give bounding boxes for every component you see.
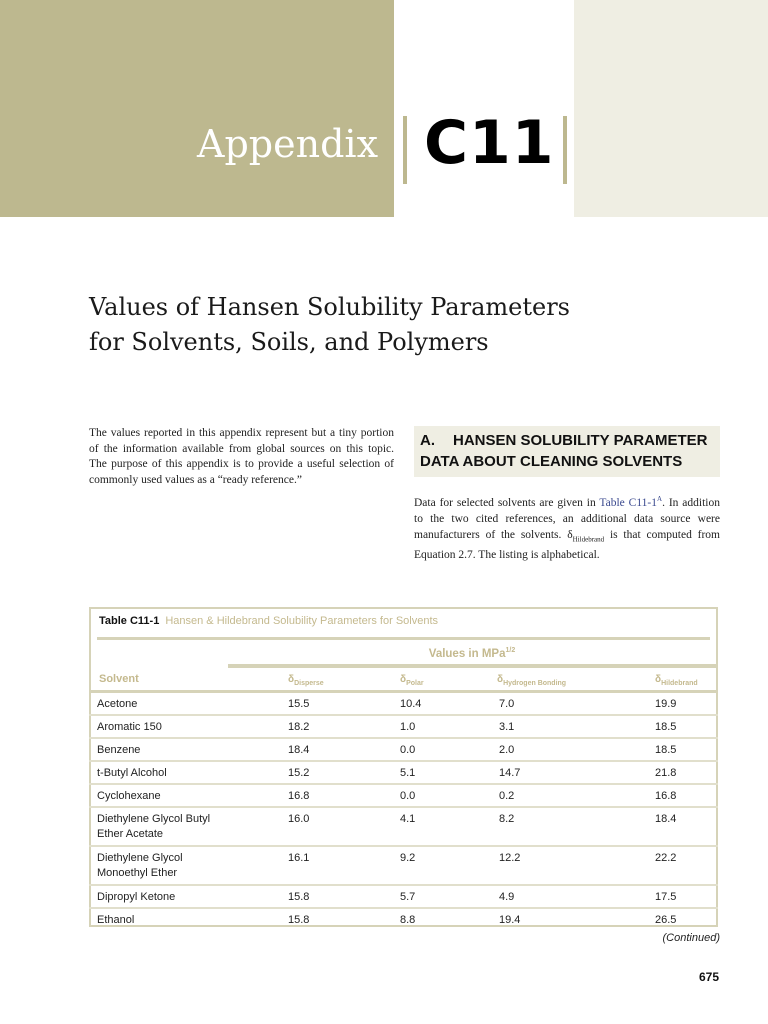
table-body <box>89 693 718 932</box>
table-label: Table C11-1 <box>99 615 160 627</box>
table-caption <box>99 615 438 627</box>
cell-polar: 5.7 <box>400 891 416 903</box>
units-label: Values in MPa <box>428 647 506 660</box>
cell-hbond: 3.1 <box>499 721 515 733</box>
header-left-divider <box>403 116 407 184</box>
table-caption-text: Hansen & Hildebrand Solubility Parameters for Solvents <box>165 615 439 627</box>
cell-hildebrand: 16.8 <box>655 790 677 802</box>
table-units-header <box>228 647 716 660</box>
table-row <box>89 716 718 739</box>
cell-disperse: 16.8 <box>288 790 310 802</box>
cell-hbond: 12.2 <box>499 852 521 864</box>
cell-solvent: Diethylene Glycol Butyl Ether Acetate <box>97 813 211 840</box>
section-title-line-1: HANSEN SOLUBILITY PARAMETER <box>453 432 708 449</box>
section-letter: A. <box>420 432 435 449</box>
header-light-block <box>574 0 768 217</box>
cell-disperse: 15.8 <box>288 891 310 903</box>
cell-polar: 4.1 <box>400 813 416 825</box>
cell-hildebrand: 18.4 <box>655 813 677 825</box>
cell-hbond: 8.2 <box>499 813 515 825</box>
cell-polar: 0.0 <box>400 790 416 802</box>
cell-hbond: 7.0 <box>499 698 515 710</box>
cell-hildebrand: 19.9 <box>655 698 677 710</box>
cell-solvent: Cyclohexane <box>97 790 161 802</box>
cell-solvent: Dipropyl Ketone <box>97 891 176 903</box>
col-header-hildebrand: $\delta_{Hildebrand}$ <box>655 674 698 687</box>
table-caption-rule <box>97 637 710 640</box>
cell-hbond: 19.4 <box>499 914 521 926</box>
cell-hbond: 0.2 <box>499 790 515 802</box>
section-body <box>414 491 720 563</box>
cell-hildebrand: 26.5 <box>655 914 677 926</box>
cell-hildebrand: 18.5 <box>655 721 677 733</box>
table-row <box>89 847 718 886</box>
cell-polar: 0.0 <box>400 744 416 756</box>
cell-polar: 8.8 <box>400 914 416 926</box>
table-reference-link[interactable]: Table C11-1 <box>599 496 657 509</box>
cell-disperse: 18.4 <box>288 744 310 756</box>
cell-disperse: 15.5 <box>288 698 310 710</box>
cell-hbond: 4.9 <box>499 891 515 903</box>
table-row <box>89 762 718 785</box>
col-header-polar: $\delta_{Polar}$ <box>400 674 424 687</box>
section-title-line-2: DATA ABOUT CLEANING SOLVENTS <box>420 453 683 470</box>
cell-solvent: t-Butyl Alcohol <box>97 767 167 779</box>
cell-polar: 5.1 <box>400 767 416 779</box>
cell-disperse: 15.8 <box>288 914 310 926</box>
section-heading <box>420 430 720 472</box>
table-reference-footnote[interactable]: A <box>657 495 663 503</box>
section-body-part-1: Data for selected solvents are given in <box>414 496 600 509</box>
table-row <box>89 808 718 847</box>
cell-polar: 1.0 <box>400 721 416 733</box>
cell-solvent: Aromatic 150 <box>97 721 162 733</box>
cell-hbond: 14.7 <box>499 767 521 779</box>
cell-disperse: 16.0 <box>288 813 310 825</box>
section-body-part-3: is that computed from Equation 2.7. The listing is alphabetical. <box>414 528 721 562</box>
table-row <box>89 909 718 932</box>
hildebrand-subscript: Hildebrand <box>572 535 605 544</box>
cell-solvent: Benzene <box>97 744 141 756</box>
section-body-part-2: . In addition to the two cited references, an additional data source were manufacturers of the solvents. δ <box>414 496 720 541</box>
table-row <box>89 739 718 762</box>
continued-note: (Continued) <box>662 932 720 944</box>
intro-paragraph: The values reported in this appendix represent but a tiny portion of the information available from global sources on this topic. The purpose of this appendix is to provide a useful selection of commonly used values as a “ready reference.” <box>89 427 394 486</box>
cell-disperse: 15.2 <box>288 767 310 779</box>
page-title-line-1: Values of Hansen Solubility Parameters <box>89 293 570 321</box>
page-title-line-2: for Solvents, Soils, and Polymers <box>89 328 489 356</box>
page-title <box>89 290 689 360</box>
cell-hildebrand: 21.8 <box>655 767 677 779</box>
cell-disperse: 16.1 <box>288 852 310 864</box>
cell-hbond: 2.0 <box>499 744 515 756</box>
col-header-hydrogen-bonding: $\delta_{Hydrogen Bonding}$ <box>497 674 567 687</box>
table-row <box>89 693 718 716</box>
cell-polar: 9.2 <box>400 852 416 864</box>
cell-hildebrand: 22.2 <box>655 852 677 864</box>
appendix-word: Appendix <box>197 122 378 166</box>
cell-disperse: 18.2 <box>288 721 310 733</box>
table-row <box>89 785 718 808</box>
header-right-divider <box>563 116 567 184</box>
page-number: 675 <box>698 970 719 984</box>
col-header-disperse: $\delta_{Disperse}$ <box>288 674 324 687</box>
cell-solvent: Diethylene Glycol Monoethyl Ether <box>97 852 183 879</box>
cell-solvent: Ethanol <box>97 914 135 926</box>
table-units-rule <box>228 664 717 668</box>
header-olive-block <box>0 0 394 217</box>
appendix-code: C11 <box>424 108 555 178</box>
cell-hildebrand: 18.5 <box>655 744 677 756</box>
cell-polar: 10.4 <box>400 698 422 710</box>
table-row <box>89 886 718 909</box>
units-exponent: 1/2 <box>505 647 516 654</box>
cell-hildebrand: 17.5 <box>655 891 677 903</box>
col-header-solvent: Solvent <box>99 673 139 685</box>
cell-solvent: Acetone <box>97 698 138 710</box>
